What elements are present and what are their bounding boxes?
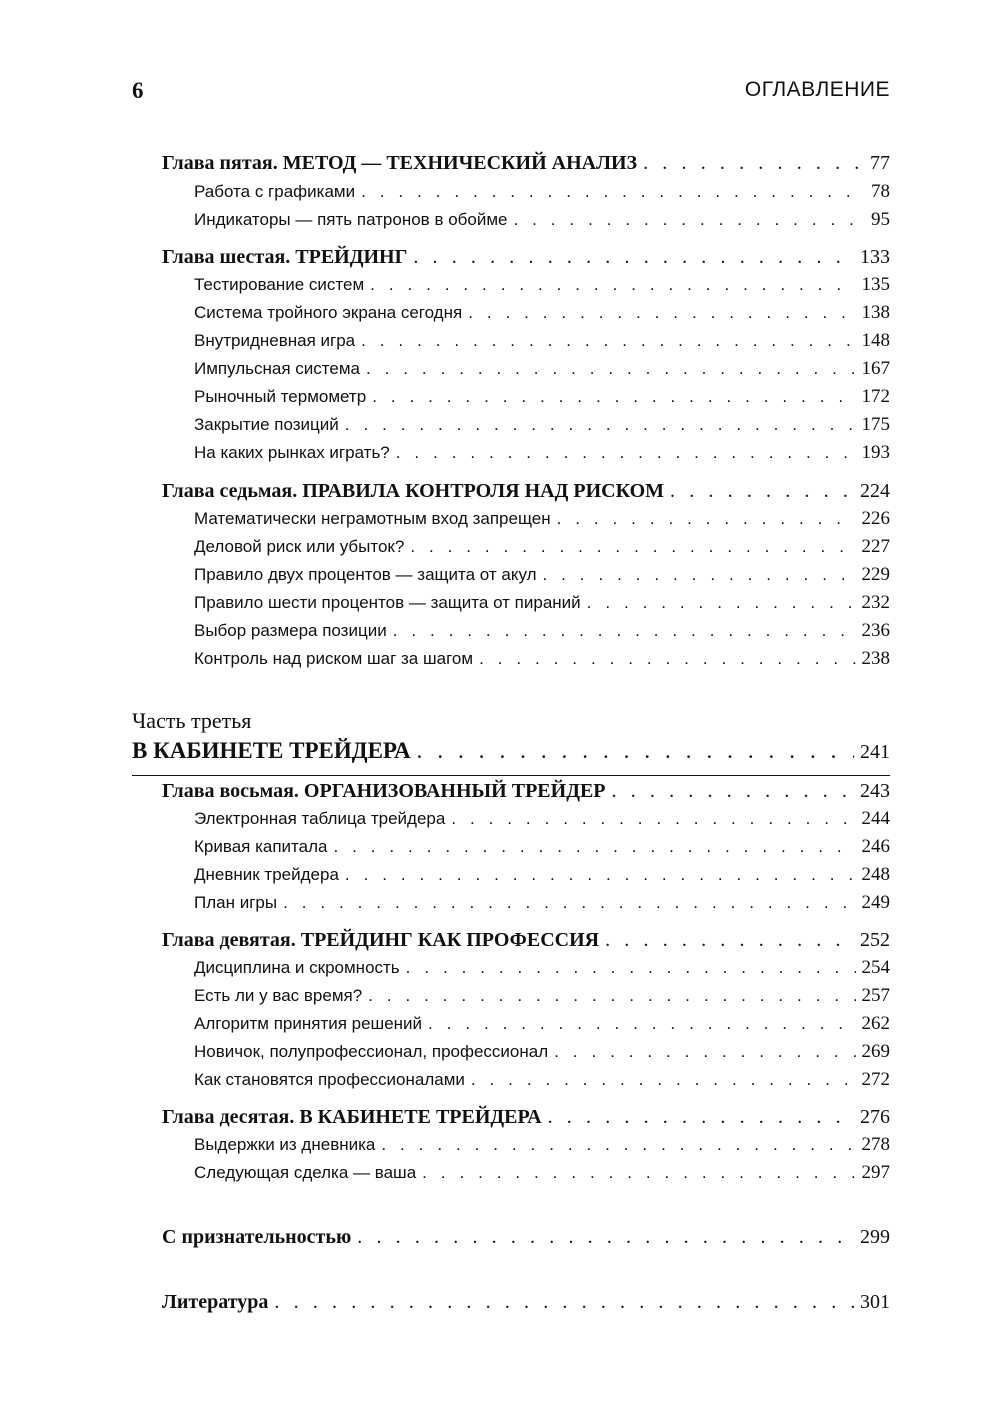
toc-section[interactable] [194,508,890,538]
dot-leader [368,986,855,1006]
section-page: 249 [861,892,890,913]
section-title: Рыночный термометр [194,387,367,406]
toc-chapter-7[interactable] [162,480,890,510]
part-divider [132,775,890,776]
section-page: 269 [861,1041,890,1062]
backmatter-title: С признательностью [162,1226,352,1248]
section-page: 95 [871,209,890,230]
toc-section[interactable] [194,274,890,304]
toc-section[interactable] [194,564,890,594]
dot-leader [479,649,855,669]
toc-chapter-8[interactable] [162,780,890,810]
toc-chapter-10[interactable] [162,1106,890,1136]
chapter-page: 243 [860,780,890,802]
dot-leader [370,275,855,295]
section-page: 262 [861,1013,890,1034]
section-page: 135 [861,274,890,295]
toc-section[interactable] [194,1162,890,1192]
section-title: Выдержки из дневника [194,1135,376,1154]
toc-chapter-9[interactable] [162,929,890,959]
section-title: Кривая капитала [194,837,328,856]
dot-leader [381,1135,855,1155]
section-page: 175 [861,414,890,435]
dot-leader [670,480,854,503]
dot-leader [333,837,855,857]
section-page: 138 [861,302,890,323]
dot-leader [345,415,856,435]
section-page: 78 [871,181,890,202]
toc-section[interactable] [194,386,890,416]
section-title: Есть ли у вас время? [194,986,363,1005]
section-title: Выбор размера позиции [194,621,387,640]
dot-leader [283,893,855,913]
chapter-title: Глава шестая. ТРЕЙДИНГ [162,246,408,268]
toc-section[interactable] [194,358,890,388]
section-title: Правило шести процентов — защита от пираний [194,593,581,612]
dot-leader [406,958,856,978]
dot-leader [468,303,855,323]
toc-section[interactable] [194,414,890,444]
section-title: Импульсная система [194,359,360,378]
toc-section[interactable] [194,648,890,678]
section-page: 229 [861,564,890,585]
dot-leader [557,509,856,529]
section-page: 167 [861,358,890,379]
section-title: Алгоритм принятия решений [194,1014,423,1033]
dot-leader [413,246,854,269]
toc-chapter-5[interactable] [162,152,890,182]
running-head: ОГЛАВЛЕНИЕ [744,78,890,101]
section-page: 238 [861,648,890,669]
section-page: 254 [861,957,890,978]
dot-leader [361,182,865,202]
dot-leader [513,210,865,230]
section-page: 227 [861,536,890,557]
section-title: На каких рынках играть? [194,443,390,462]
toc-section[interactable] [194,985,890,1015]
toc-section[interactable] [194,892,890,922]
dot-leader [396,443,856,463]
toc-section[interactable] [194,620,890,650]
dot-leader [410,537,855,557]
toc-section[interactable] [194,836,890,866]
chapter-page: 276 [860,1106,890,1128]
page-number: 6 [132,78,144,103]
section-title: Работа с графиками [194,182,356,201]
section-title: Дисциплина и скромность [194,958,400,977]
section-page: 244 [861,808,890,829]
dot-leader [274,1291,854,1314]
backmatter-page: 299 [860,1226,890,1248]
dot-leader [451,809,855,829]
section-title: Электронная таблица трейдера [194,809,446,828]
dot-leader [357,1226,854,1249]
section-title: Система тройного экрана сегодня [194,303,463,322]
part-page: 241 [860,741,890,763]
toc-chapter-6[interactable] [162,246,890,276]
section-page: 272 [861,1069,890,1090]
chapter-page: 224 [860,480,890,502]
section-title: Закрытие позиций [194,415,339,434]
chapter-title: Глава седьмая. ПРАВИЛА КОНТРОЛЯ НАД РИСКОМ [162,480,665,502]
section-title: Дневник трейдера [194,865,339,884]
toc-bibliography[interactable] [162,1291,890,1321]
chapter-page: 77 [870,152,890,174]
dot-leader [417,738,854,764]
toc-section[interactable] [194,1069,890,1099]
part-title: В КАБИНЕТЕ ТРЕЙДЕРА [132,738,411,763]
section-page: 148 [861,330,890,351]
section-title: Следующая сделка — ваша [194,1163,417,1182]
section-page: 236 [861,620,890,641]
dot-leader [643,152,864,175]
toc-section[interactable] [194,536,890,566]
toc-section[interactable] [194,181,890,211]
toc-section[interactable] [194,330,890,360]
section-title: Деловой риск или убыток? [194,537,405,556]
backmatter-page: 301 [860,1291,890,1313]
dot-leader [587,593,856,613]
section-page: 232 [861,592,890,613]
dot-leader [345,865,856,885]
section-title: Новичок, полупрофессионал, профессионал [194,1042,549,1061]
toc-section[interactable] [194,864,890,894]
backmatter-title: Литература [162,1291,269,1313]
dot-leader [372,387,855,407]
toc-section[interactable] [194,442,890,472]
dot-leader [612,780,854,803]
dot-leader [471,1070,856,1090]
chapter-page: 133 [860,246,890,268]
toc-section[interactable] [194,209,890,239]
toc-section[interactable] [194,957,890,987]
dot-leader [548,1106,854,1129]
dot-leader [554,1042,855,1062]
dot-leader [366,359,856,379]
section-page: 297 [861,1162,890,1183]
section-title: Внутридневная игра [194,331,356,350]
section-title: Индикаторы — пять патронов в обойме [194,210,508,229]
section-page: 278 [861,1134,890,1155]
section-page: 248 [861,864,890,885]
part-label: Часть третья [132,708,252,733]
dot-leader [428,1014,855,1034]
chapter-title: Глава десятая. В КАБИНЕТЕ ТРЕЙДЕРА [162,1106,542,1128]
dot-leader [605,929,854,952]
toc-part-3[interactable] [132,738,890,768]
toc-acknowledgements[interactable] [162,1226,890,1256]
toc-section[interactable] [194,1013,890,1043]
section-page: 257 [861,985,890,1006]
section-page: 226 [861,508,890,529]
toc-section[interactable] [194,1041,890,1071]
dot-leader [361,331,855,351]
chapter-title: Глава восьмая. ОРГАНИЗОВАННЫЙ ТРЕЙДЕР [162,780,606,802]
chapter-title: Глава девятая. ТРЕЙДИНГ КАК ПРОФЕССИЯ [162,929,600,951]
chapter-title: Глава пятая. МЕТОД — ТЕХНИЧЕСКИЙ АНАЛИЗ [162,152,638,174]
section-title: Как становятся профессионалами [194,1070,465,1089]
section-title: Математически неграмотным вход запрещен [194,509,551,528]
toc-section[interactable] [194,302,890,332]
section-page: 172 [861,386,890,407]
section-title: Правило двух процентов — защита от акул [194,565,537,584]
section-title: Тестирование систем [194,275,365,294]
toc-section[interactable] [194,592,890,622]
section-page: 193 [861,442,890,463]
section-title: Контроль над риском шаг за шагом [194,649,474,668]
toc-section[interactable] [194,808,890,838]
toc-section[interactable] [194,1134,890,1164]
section-page: 246 [861,836,890,857]
chapter-page: 252 [860,929,890,951]
dot-leader [543,565,856,585]
dot-leader [393,621,856,641]
dot-leader [422,1163,855,1183]
section-title: План игры [194,893,278,912]
